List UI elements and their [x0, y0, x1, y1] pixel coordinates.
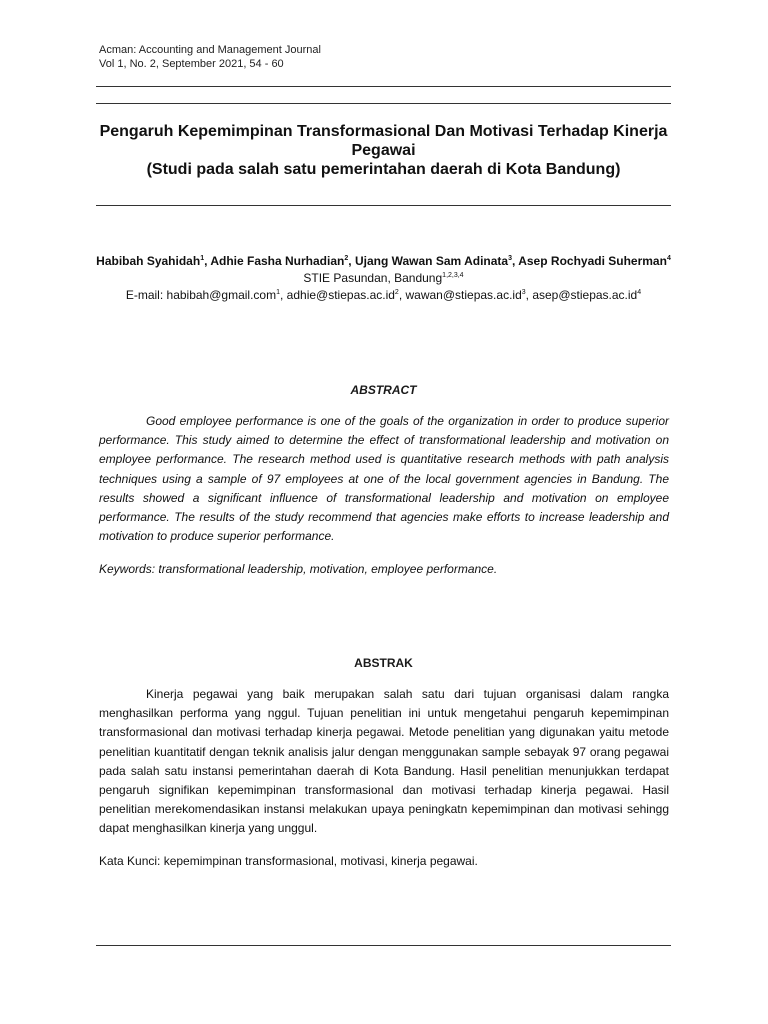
affiliation: [96, 270, 671, 287]
email-address: asep@stiepas.ac.id: [532, 288, 638, 302]
journal-volume: Vol 1, No. 2, September 2021, 54 - 60: [99, 58, 284, 70]
abstract-keywords: Keywords: transformational leadership, motivation, employee performance.: [99, 562, 498, 576]
email-address: wawan@stiepas.ac.id: [405, 288, 522, 302]
authors-block: [96, 253, 671, 304]
title-rule: [96, 205, 671, 206]
author-superscript: 1: [200, 255, 205, 262]
affiliation-superscript: 1,2,3,4: [442, 272, 464, 279]
journal-name: Acman: Accounting and Management Journal: [99, 44, 321, 56]
footer-rule: [96, 945, 671, 946]
email-superscript: 4: [637, 289, 642, 296]
author-superscript: 4: [666, 255, 671, 262]
email-superscript: 1: [276, 289, 280, 296]
abstract-heading: ABSTRACT: [350, 383, 417, 397]
abstrak-body: Kinerja pegawai yang baik merupakan salah satu dari tujuan organisasi dalam rangka menghasilkan performa yang nggul. Tujuan penelitian ini untuk mengetahui pengaruh kepemimpinan transformasional dan motivasi terhadap kinerja pegawai. Metode penelitian yang digunakan yaitu metode penelitian kuantitatif dengan teknik analisis jalur dengan menggunakan sample sebayak 97 orang pegawai pada salah satu instansi pemerintahan daerah di Kota Bandung. Hasil penelitian menunjukkan terdapat pengaruh signifikan kepemimpinan transformasional dan motivasi terhadap kinerja pegawai. Hasil penelitian merekomendasikan instansi melakukan upaya peningkatn kepemimpinan dan motivasi sehingg dapat menghasilkan kinerja yang unggul.: [99, 687, 669, 836]
email-superscript: 2: [394, 289, 399, 296]
header-rule-upper: [96, 86, 671, 87]
abstrak-keywords: Kata Kunci: kepemimpinan transformasional, motivasi, kinerja pegawai.: [99, 854, 478, 868]
email-address: habibah@gmail.com: [166, 288, 277, 302]
journal-header: [99, 43, 321, 71]
author-names: Habibah Syahidah$^1$, Adhie Fasha Nurhadian$^2$, Ujang Wawan Sam Adinata$^3$, Asep Rochyadi Suherman$^4$: [96, 254, 671, 268]
title-line-sub: (Studi pada salah satu pemerintahan daerah di Kota Bandung): [146, 161, 621, 178]
abstrak-heading: ABSTRAK: [354, 656, 413, 670]
author-emails: E-mail: habibah@gmail.com$^1$, $adhie@stiepas.ac.id^2$, $wawan@stiepas.ac.id^3$, $asep@stiepas.ac.id^4$: [125, 288, 642, 302]
affiliation-text: STIE Pasundan, Bandung: [303, 271, 443, 285]
email-address: adhie@stiepas.ac.id: [286, 288, 395, 302]
paper-title: [96, 122, 671, 179]
abstract-body: Good employee performance is one of the goals of the organization in order to produce superior performance. This study aimed to determine the effect of transformational leadership and motivation on employee performance. The research method used is quantitative research methods with path analysis techniques using a sample of 97 employees at one of the local government agencies in Bandung. The results showed a significant influence of transformational leadership and motivation on employee performance. The results of the study recommend that agencies make efforts to increase leadership and motivation to produce superior performance.: [99, 414, 669, 544]
email-superscript: 3: [521, 289, 526, 296]
email-label: E-mail:: [125, 288, 167, 302]
header-rule-lower: [96, 103, 671, 104]
author-name: Adhie Fasha Nurhadian: [210, 254, 345, 268]
author-name: Habibah Syahidah: [96, 254, 201, 268]
author-name: Asep Rochyadi Suherman: [518, 254, 667, 268]
author-superscript: 2: [344, 255, 349, 262]
author-superscript: 3: [508, 255, 512, 262]
title-line-main: Pengaruh Kepemimpinan Transformasional Dan Motivasi Terhadap Kinerja Pegawai: [99, 123, 668, 159]
author-name: Ujang Wawan Sam Adinata: [354, 254, 509, 268]
